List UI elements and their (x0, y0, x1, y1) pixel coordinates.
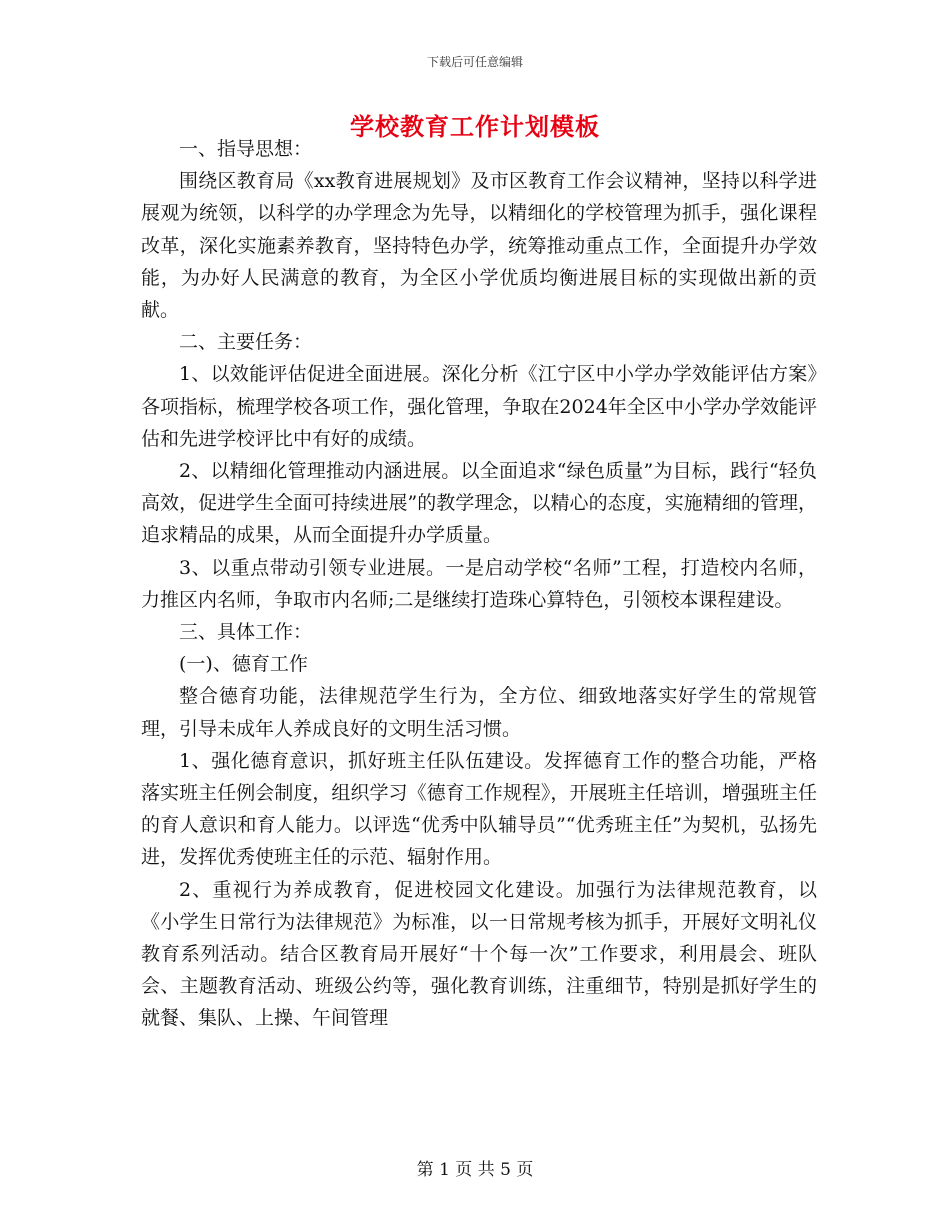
paragraph: 整合德育功能，法律规范学生行为，全方位、细致地落实好学生的常规管理，引导未成年人养成良好的文明生活习惯。 (141, 685, 817, 740)
paragraph: 1、强化德育意识，抓好班主任队伍建设。发挥德育工作的整合功能，严格落实班主任例会制度，组织学习《德育工作规程》，开展班主任培训，增强班主任的育人意识和育人能力。以评选“优秀中队辅导员”“优秀班主任”为契机，弘扬先进，发挥优秀使班主任的示范、辐射作用。 (141, 749, 817, 869)
paragraph: 2、以精细化管理推动内涵进展。以全面追求“绿色质量”为目标，践行“轻负高效，促进学生全面可持续进展”的教学理念，以精心的态度，实施精细的管理，追求精品的成果，从而全面提升办学质量。 (141, 460, 817, 547)
document-body (141, 133, 817, 1035)
section-heading-main-tasks: 二、主要任务： (179, 331, 313, 354)
page-footer: 第 1 页 共 5 页 (416, 1160, 534, 1180)
section-heading-guiding-thought: 一、指导思想： (179, 138, 313, 160)
header-note: 下载后可任意编辑 (426, 55, 523, 69)
document-title: 学校教育工作计划模板 (350, 112, 600, 141)
paragraph: 3、以重点带动引领专业进展。一是启动学校“名师”工程，打造校内名师，力推区内名师，争取市内名师;二是继续打造珠心算特色，引领校本课程建设。 (141, 556, 817, 611)
subsection-heading-moral-education: (一)、德育工作 (179, 653, 308, 676)
paragraph: 1、以效能评估促进全面进展。深化分析《江宁区中小学办学效能评估方案》各项指标，梳理学校各项工作，强化管理，争取在2024年全区中小学办学效能评估和先进学校评比中有好的成绩。 (141, 363, 817, 450)
section-heading-specific-work: 三、具体工作： (179, 621, 313, 644)
paragraph: 2、重视行为养成教育，促进校园文化建设。加强行为法律规范教育，以《小学生日常行为法律规范》为标准，以一日常规考核为抓手，开展好文明礼仪教育系列活动。结合区教育局开展好“十个每一次”工作要求，利用晨会、班队会、主题教育活动、班级公约等，强化教育训练，注重细节，特别是抓好学生的就餐、集队、上操、午间管理 (141, 878, 817, 1030)
paragraph: 围绕区教育局《xx教育进展规划》及市区教育工作会议精神，坚持以科学进展观为统领，以科学的办学理念为先导，以精细化的学校管理为抓手，强化课程改革，深化实施素养教育，坚持特色办学，统筹推动重点工作，全面提升办学效能，为办好人民满意的教育，为全区小学优质均衡进展目标的实现做出新的贡献。 (141, 170, 817, 322)
